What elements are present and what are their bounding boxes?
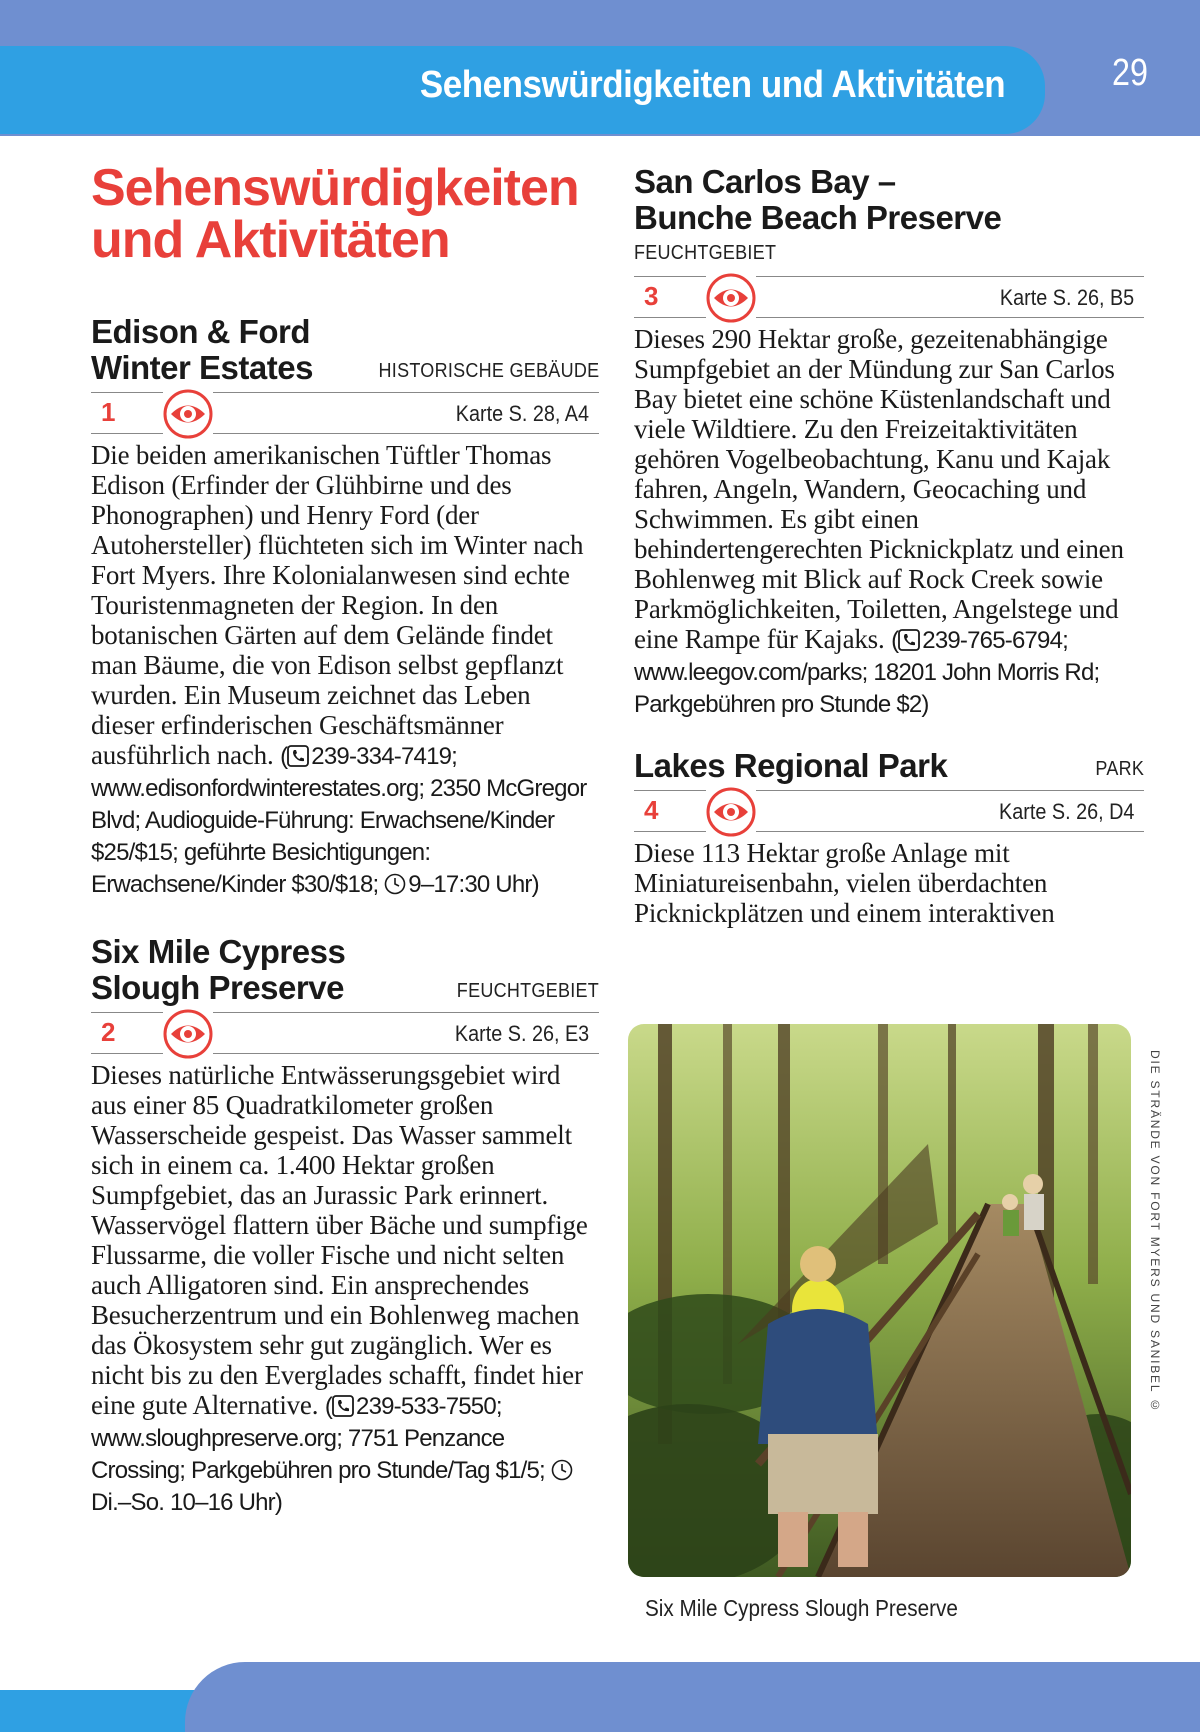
- entry-number: 2: [101, 1017, 116, 1047]
- phone-number: 239-334-7419;: [311, 743, 458, 770]
- entry-category: FEUCHTGEBIET: [634, 242, 777, 264]
- entry-info: ( 239-533-7550; www.sloughpreserve.org; 7751 Penzance Crossing; Parkgebühren pro Stunde/Tag $1/5; Di.–So. 10–16 Uhr): [91, 1393, 575, 1516]
- entry-ref-row: [91, 392, 599, 434]
- entry-description: Die beiden amerikanischen Tüftler Thomas Edison (Erfinder der Glühbirne und des Phonographen) und Henry Ford (der Autohersteller) flüchteten sich im Winter nach Fort Myers. Ihre Kolonialanwesen sind echte Touristenmagneten der Region. In den botanischen Gärten auf dem Gelände findet man Bäume, die von Edison selbst gepflanzt wurden. Ein Museum zeichnet das Leben dieser erfinderischen Geschäftsmänner ausführlich nach.: [91, 440, 584, 770]
- entry-ref-row: [634, 790, 1144, 832]
- chapter-title: Sehenswürdigkeiten und Aktivitäten: [419, 64, 1005, 106]
- right-column: [634, 140, 1144, 928]
- sight-eye-icon: [706, 787, 756, 837]
- entry-title-line2: Slough Preserve: [91, 969, 344, 1006]
- entry-body: [634, 324, 1144, 720]
- entry-title: [91, 934, 345, 1006]
- entry-ref-row: [634, 276, 1144, 318]
- entry-category: FEUCHTGEBIET: [456, 980, 599, 1002]
- clock-icon: [551, 1459, 573, 1481]
- map-reference: Karte S. 28, A4: [455, 401, 589, 426]
- opening-hours: 9–17:30 Uhr): [408, 871, 539, 898]
- photo-credit: DIE STRÄNDE VON FORT MYERS UND SANIBEL ©: [1148, 1050, 1162, 1414]
- entry-ref-row: [91, 1012, 599, 1054]
- entry-title-line1: Edison & Ford: [91, 313, 310, 350]
- clock-icon: [384, 873, 406, 895]
- opening-hours: Di.–So. 10–16 Uhr): [91, 1489, 283, 1516]
- bottom-accent: [0, 1690, 200, 1732]
- phone-number: 239-765-6794;: [922, 627, 1069, 654]
- entry-number: 3: [644, 281, 659, 311]
- entry-body: [91, 1060, 599, 1518]
- entry-details: www.edisonfordwinterestates.org; 2350 McGregor Blvd; Audioguide-Führung: Erwachsene/Kinder $25/$15; geführte Besichtigungen: Erwachsene/Kinder $30/$18;: [91, 775, 587, 898]
- photo-boardwalk: [628, 1024, 1131, 1577]
- entry-title-line2: Winter Estates: [91, 349, 313, 386]
- entry-category: PARK: [1095, 758, 1144, 780]
- entry-info: ( 239-765-6794; www.leegov.com/parks; 18201 John Morris Rd; Parkgebühren pro Stunde $2): [634, 627, 1100, 718]
- phone-icon: [898, 629, 920, 651]
- entry-lakes-regional-park: [634, 748, 1144, 928]
- sight-eye-icon: [706, 273, 756, 323]
- entry-description: Dieses 290 Hektar große, gezeitenabhängige Sumpfgebiet an der Mündung zur San Carlos Bay bietet eine schöne Küstenlandschaft und viele Wildtiere. Zu den Freizeitaktivitäten gehören Vogelbeobachtung, Kanu und Kajak fahren, Angeln, Wandern, Geocaching und Schwimmen. Es gibt einen behindertengerechten Picknickplatz und einen Bohlenweg mit Blick auf Rock Creek sowie Parkmöglichkeiten, Toiletten, Angelstege und eine Rampe für Kajaks.: [634, 324, 1124, 654]
- phone-icon: [287, 745, 309, 767]
- entry-info: ( 239-334-7419; www.edisonfordwinterestates.org; 2350 McGregor Blvd; Audioguide-Führung: Erwachsene/Kinder $25/$15; geführte Besichtigungen: Erwachsene/Kinder $30/$18; 9–17:30 Uhr): [91, 743, 587, 898]
- map-reference: Karte S. 26, E3: [454, 1021, 589, 1046]
- entry-number: 1: [101, 397, 116, 427]
- map-reference: Karte S. 26, D4: [998, 799, 1134, 824]
- left-column: [91, 140, 599, 1518]
- entry-category: HISTORISCHE GEBÄUDE: [378, 360, 599, 382]
- entry-body: [91, 440, 599, 900]
- entry-six-mile-cypress: [91, 934, 599, 1518]
- entry-title: [634, 164, 1144, 236]
- entry-title-line2: Bunche Beach Preserve: [634, 199, 1002, 236]
- bottom-band: [185, 1662, 1200, 1732]
- entry-title: [91, 314, 313, 386]
- entry-description: Dieses natürliche Entwässerungsgebiet wird aus einer 85 Quadratkilometer großen Wasserscheide gespeist. Das Wasser sammelt sich in einem ca. 1.400 Hektar großen Sumpfgebiet, das an Jurassic Park erinnert. Wasservögel flattern über Bäche und sumpfige Flussarme, die voller Fische und nicht selten auch Alligatoren sind. Ein ansprechendes Besucherzentrum und ein Bohlenweg machen das Ökosystem sehr gut zugänglich. Wer es nicht bis zu den Everglades schafft, findet hier eine gute Alternative.: [91, 1060, 588, 1420]
- sight-eye-icon: [163, 389, 213, 439]
- entry-edison-ford: [91, 314, 599, 900]
- boardwalk-illustration: [628, 1024, 1131, 1577]
- page-title: [91, 159, 599, 269]
- entry-san-carlos-bay: [634, 164, 1144, 720]
- entry-details: www.sloughpreserve.org; 7751 Penzance Crossing; Parkgebühren pro Stunde/Tag $1/5;: [91, 1425, 545, 1484]
- page-title-line1: Sehenswürdigkeiten: [91, 159, 579, 217]
- phone-number: 239-533-7550;: [356, 1393, 502, 1420]
- entry-number: 4: [644, 795, 659, 825]
- photo-caption: Six Mile Cypress Slough Preserve: [645, 1595, 958, 1621]
- sight-eye-icon: [163, 1009, 213, 1059]
- phone-icon: [332, 1395, 354, 1417]
- map-reference: Karte S. 26, B5: [999, 285, 1134, 310]
- entry-details: www.leegov.com/parks; 18201 John Morris Rd; Parkgebühren pro Stunde $2): [634, 659, 1100, 718]
- entry-title: Lakes Regional Park: [634, 747, 948, 784]
- page-number: 29: [1112, 52, 1148, 94]
- entry-title-line1: Six Mile Cypress: [91, 933, 346, 970]
- entry-body: Diese 113 Hektar große Anlage mit Miniatureisenbahn, vielen überdachten Picknickplätzen und einem interaktiven: [634, 838, 1055, 928]
- entry-title-line1: San Carlos Bay –: [634, 163, 896, 200]
- page-title-line2: und Aktivitäten: [91, 211, 450, 269]
- chapter-header: [0, 46, 1045, 134]
